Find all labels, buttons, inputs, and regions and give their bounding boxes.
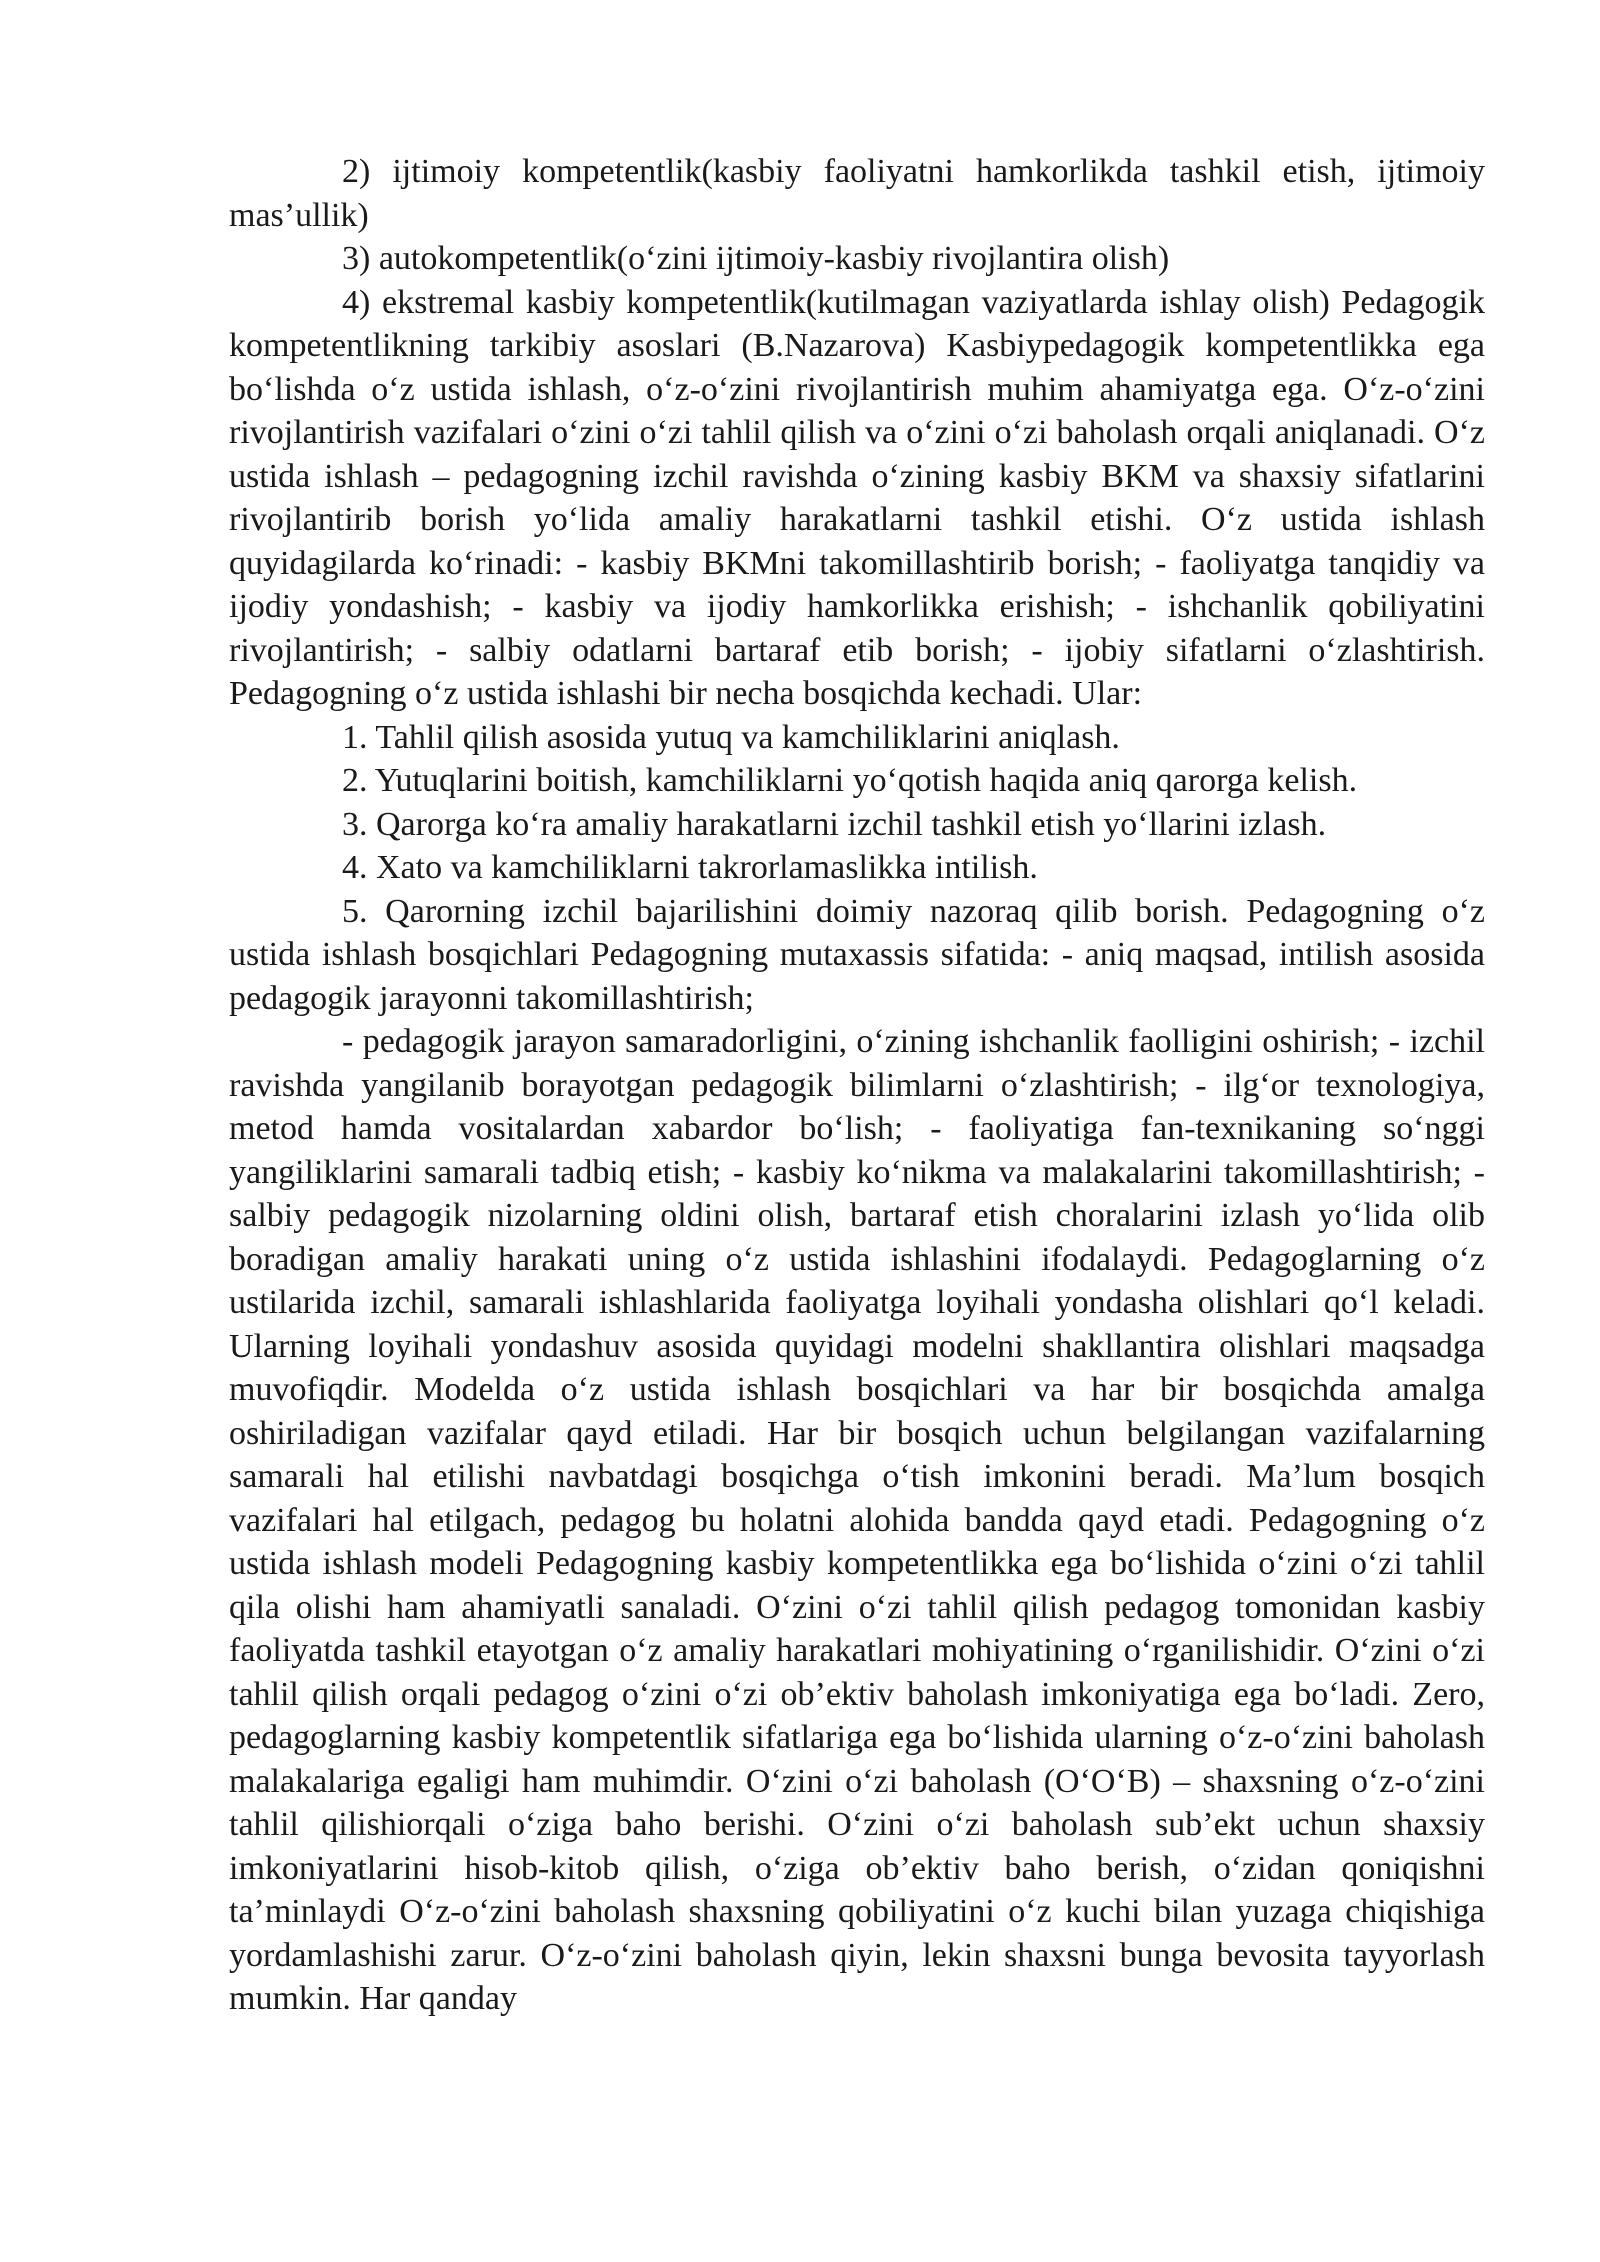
paragraph-self-assessment: - pedagogik jarayon samaradorligini, o‘zining ishchanlik faolligini oshirish; - izchil ravishda yangilanib borayotgan pedagogik bilimlarni o‘zlashtirish; - ilg‘or texnologiya, metod hamda vositalardan xabardor bo‘lish; - faoliyatiga fan-texnikaning so‘nggi yangiliklarini samarali tadbiq etish; - kasbiy ko‘nikma va malakalarini takomillashtirish; - salbiy pedagogik nizolarning oldini olish, bartaraf etish choralarini izlash yo‘lida olib boradigan amaliy harakati uning o‘z ustida ishlashini ifodalaydi. Pedagoglarning o‘z ustilarida izchil, samarali ishlashlarida faoliyatga loyihali yondasha olishlari qo‘l keladi. Ularning loyihali yondashuv asosida quyidagi modelni shakllantira olishlari maqsadga muvofiqdir. Modelda o‘z ustida ishlash bosqichlari va har bir bosqichda amalga oshiriladigan vazifalar qayd etiladi. Har bir bosqich uchun belgilangan vazifalarning samarali hal etilishi navbatdagi bosqichga o‘tish imkonini beradi. Ma’lum bosqich vazifalari hal etilgach, pedagog bu holatni alohida bandda qayd etadi. Pedagogning o‘z ustida ishlash modeli Pedagogning kasbiy kompetentlikka ega bo‘lishida o‘zini o‘zi tahlil qila olishi ham ahamiyatli sanaladi. O‘zini o‘zi tahlil qilish pedagog tomonidan kasbiy faoliyatda tashkil etayotgan o‘z amaliy harakatlari mohiyatining o‘rganilishidir. O‘zini o‘zi tahlil qilish orqali pedagog o‘zini o‘zi ob’ektiv baholash imkoniyatiga ega bo‘ladi. Zero, pedagoglarning kasbiy kompetentlik sifatlariga ega bo‘lishida ularning o‘z-o‘zini baholash malakalariga egaligi ham muhimdir. O‘zini o‘zi baholash (O‘O‘B) – shaxsning o‘z-o‘zini tahlil qilishiorqali o‘ziga baho berishi. O‘zini o‘zi baholash sub’ekt uchun shaxsiy imkoniyatlarini hisob-kitob qilish, o‘ziga ob’ektiv baho berish, o‘zidan qoniqishni ta’minlaydi O‘z-o‘zini baholash shaxsning qobiliyatini o‘z kuchi bilan yuzaga chiqishiga yordamlashishi zarur. O‘z-o‘zini baholash qiyin, lekin shaxsni bunga bevosita tayyorlash mumkin. Har qanday (229, 1023, 1485, 2017)
paragraph-autocompetence: 3) autokompetentlik(o‘zini ijtimoiy-kasbiy rivojlantira olish) (342, 240, 1170, 277)
list-item-step-2: 2. Yutuqlarini boitish, kamchiliklarni yo‘qotish haqida aniq qarorga kelish. (342, 762, 1358, 799)
paragraph-extreme-competence: 4) ekstremal kasbiy kompetentlik(kutilmagan vaziyatlarda ishlay olish) Pedagogik kompetentlikning tarkibiy asoslari (B.Nazarova) Kasbiypedagogik kompetentlikka ega bo‘lishda o‘z ustida ishlash, o‘z-o‘zini rivojlantirish muhim ahamiyatga ega. O‘z-o‘zini rivojlantirish vazifalari o‘zini o‘zi tahlil qilish va o‘zini o‘zi baholash orqali aniqlanadi. O‘z ustida ishlash – pedagogning izchil ravishda o‘zining kasbiy BKM va shaxsiy sifatlarini rivojlantirib borish yo‘lida amaliy harakatlarni tashkil etishi. O‘z ustida ishlash quyidagilarda ko‘rinadi: - kasbiy BKMni takomillashtirib borish; - faoliyatga tanqidiy va ijodiy yondashish; - kasbiy va ijodiy hamkorlikka erishish; - ishchanlik qobiliyatini rivojlantirish; - salbiy odatlarni bartaraf etib borish; - ijobiy sifatlarni o‘zlashtirish. Pedagogning o‘z ustida ishlashi bir necha bosqichda kechadi. Ular: (229, 283, 1485, 712)
list-item-step-3: 3. Qarorga ko‘ra amaliy harakatlarni izchil tashkil etish yo‘llarini izlash. (342, 805, 1327, 843)
list-item-step-4: 4. Xato va kamchiliklarni takrorlamaslikka intilish. (342, 849, 1038, 886)
paragraph-social-competence: 2) ijtimoiy kompetentlik(kasbiy faoliyatni hamkorlikda tashkil etish, ijtimoiy mas’ullik) (229, 153, 1485, 234)
list-item-step-1: 1. Tahlil qilish asosida yutuq va kamchiliklarini aniqlash. (342, 718, 1120, 756)
document-page (229, 150, 1485, 2021)
list-item-step-5: 5. Qarorning izchil bajarilishini doimiy nazoraq qilib borish. Pedagogning o‘z ustida ishlash bosqichlari Pedagogning mutaxassis sifatida: - aniq maqsad, intilish asosida pedagogik jarayonni takomillashtirish; (229, 892, 1485, 1017)
